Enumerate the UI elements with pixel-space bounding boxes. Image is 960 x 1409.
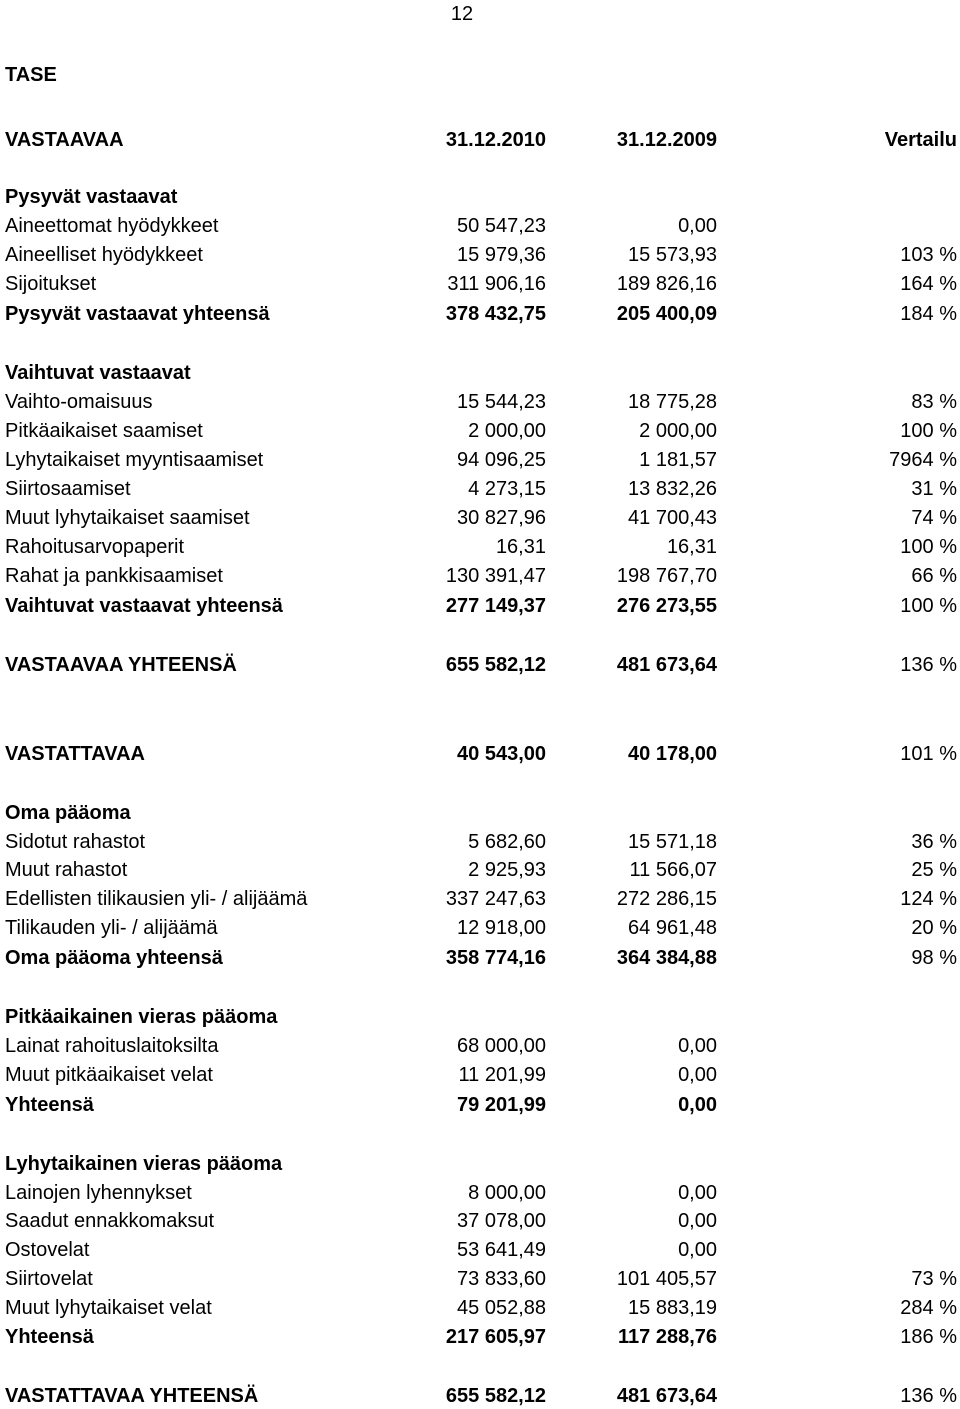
table-row xyxy=(0,1034,960,1058)
table-row xyxy=(0,653,960,677)
value-2010: 337 247,63 xyxy=(445,888,546,910)
table-row xyxy=(0,1238,960,1262)
value-2009: 276 273,55 xyxy=(616,595,717,617)
table-row xyxy=(0,243,960,267)
row-label: Oma pääoma xyxy=(5,802,131,824)
table-row xyxy=(0,1384,960,1408)
row-label: Muut pitkäaikaiset velat xyxy=(5,1064,213,1086)
value-2009: 117 288,76 xyxy=(618,1326,717,1348)
value-2010: 40 543,00 xyxy=(457,743,546,765)
comparison-percent: 136 % xyxy=(900,654,957,676)
row-label: Vaihtuvat vastaavat yhteensä xyxy=(5,595,283,617)
table-row xyxy=(0,946,960,970)
value-2010: 79 201,99 xyxy=(457,1094,546,1116)
comparison-percent: 124 % xyxy=(900,888,957,910)
table-row xyxy=(0,830,960,854)
comparison-percent: 73 % xyxy=(911,1268,957,1290)
comparison-percent: 136 % xyxy=(900,1385,957,1407)
row-label: Rahat ja pankkisaamiset xyxy=(5,565,223,587)
row-label: Muut lyhytaikaiset saamiset xyxy=(5,507,250,529)
comparison-percent: 184 % xyxy=(900,303,957,325)
comparison-percent: 66 % xyxy=(911,565,957,587)
value-2009: 1 181,57 xyxy=(639,449,717,471)
row-label: Sidotut rahastot xyxy=(5,831,146,853)
row-label: Muut rahastot xyxy=(5,859,128,881)
value-2009: 15 883,19 xyxy=(628,1297,717,1319)
value-2010: 45 052,88 xyxy=(457,1297,546,1319)
comparison-percent: 74 % xyxy=(911,507,957,529)
row-label: Lainojen lyhennykset xyxy=(5,1182,192,1204)
document-title: TASE xyxy=(5,64,57,86)
value-2009: 198 767,70 xyxy=(616,565,717,587)
value-2010: 53 641,49 xyxy=(457,1239,546,1261)
value-2010: 2 925,93 xyxy=(468,859,546,881)
row-label: Ostovelat xyxy=(5,1239,90,1261)
value-2010: 655 582,12 xyxy=(445,654,546,676)
comparison-percent: 186 % xyxy=(900,1326,957,1348)
value-2009: 205 400,09 xyxy=(616,303,717,325)
value-2010: 12 918,00 xyxy=(457,917,546,939)
row-label: Pysyvät vastaavat yhteensä xyxy=(5,303,270,325)
value-2010: 11 201,99 xyxy=(458,1064,546,1086)
row-label: VASTAAVAA YHTEENSÄ xyxy=(5,654,237,676)
header-year-2010: 31.12.2010 xyxy=(445,129,546,151)
row-label: Vaihto-omaisuus xyxy=(5,391,153,413)
row-label: Yhteensä xyxy=(5,1094,94,1116)
table-row xyxy=(0,535,960,559)
value-2010: 655 582,12 xyxy=(445,1385,546,1407)
comparison-percent: 83 % xyxy=(911,391,957,413)
row-label: Lainat rahoituslaitoksilta xyxy=(5,1035,219,1057)
value-2009: 18 775,28 xyxy=(628,391,717,413)
table-row xyxy=(0,1325,960,1349)
value-2010: 16,31 xyxy=(495,536,546,558)
value-2010: 277 149,37 xyxy=(445,595,546,617)
row-label: Saadut ennakkomaksut xyxy=(5,1210,215,1232)
comparison-percent: 98 % xyxy=(911,947,957,969)
value-2009: 64 961,48 xyxy=(628,917,717,939)
comparison-percent: 100 % xyxy=(900,420,957,442)
value-2010: 217 605,97 xyxy=(445,1326,546,1348)
comparison-percent: 36 % xyxy=(911,831,957,853)
row-label: Siirtosaamiset xyxy=(5,478,131,500)
table-row xyxy=(0,887,960,911)
table-row xyxy=(0,1063,960,1087)
row-label: Lyhytaikainen vieras pääoma xyxy=(5,1153,283,1175)
table-row xyxy=(0,564,960,588)
table-row xyxy=(0,419,960,443)
value-2009: 41 700,43 xyxy=(628,507,717,529)
row-label: Oma pääoma yhteensä xyxy=(5,947,223,969)
comparison-percent: 164 % xyxy=(900,273,957,295)
value-2010: 30 827,96 xyxy=(457,507,546,529)
value-2009: 481 673,64 xyxy=(616,1385,717,1407)
value-2010: 15 979,36 xyxy=(457,244,546,266)
value-2009: 2 000,00 xyxy=(639,420,717,442)
value-2009: 0,00 xyxy=(678,1239,717,1261)
comparison-percent: 31 % xyxy=(911,478,957,500)
row-label: Pitkäaikainen vieras pääoma xyxy=(5,1006,278,1028)
value-2009: 272 286,15 xyxy=(616,888,717,910)
comparison-percent: 20 % xyxy=(911,917,957,939)
value-2010: 73 833,60 xyxy=(457,1268,546,1290)
table-row xyxy=(0,361,960,385)
comparison-percent: 7964 % xyxy=(889,449,957,471)
table-row xyxy=(0,390,960,414)
table-row xyxy=(0,801,960,825)
value-2009: 0,00 xyxy=(678,1210,717,1232)
value-2010: 5 682,60 xyxy=(468,831,546,853)
value-2010: 50 547,23 xyxy=(457,215,546,237)
table-row xyxy=(0,506,960,530)
table-row xyxy=(0,1005,960,1029)
header-label: VASTAAVAA xyxy=(5,129,124,151)
value-2010: 8 000,00 xyxy=(468,1182,546,1204)
value-2009: 101 405,57 xyxy=(616,1268,717,1290)
header-comparison: Vertailu xyxy=(884,129,957,151)
value-2009: 40 178,00 xyxy=(628,743,717,765)
value-2009: 364 384,88 xyxy=(616,947,717,969)
value-2009: 0,00 xyxy=(678,1094,717,1116)
value-2010: 358 774,16 xyxy=(445,947,546,969)
value-2010: 130 391,47 xyxy=(445,565,546,587)
table-row xyxy=(0,1152,960,1176)
value-2009: 0,00 xyxy=(678,1064,717,1086)
row-label: Pitkäaikaiset saamiset xyxy=(5,420,203,442)
table-row xyxy=(0,448,960,472)
table-row xyxy=(0,272,960,296)
table-row xyxy=(0,1296,960,1320)
table-row xyxy=(0,1209,960,1233)
value-2009: 189 826,16 xyxy=(616,273,717,295)
table-row xyxy=(0,185,960,209)
value-2010: 378 432,75 xyxy=(445,303,546,325)
row-label: Siirtovelat xyxy=(5,1268,93,1290)
value-2009: 0,00 xyxy=(678,1035,717,1057)
value-2010: 68 000,00 xyxy=(457,1035,546,1057)
table-row xyxy=(0,214,960,238)
table-row xyxy=(0,1267,960,1291)
value-2010: 37 078,00 xyxy=(457,1210,546,1232)
table-row xyxy=(0,302,960,326)
column-header-row xyxy=(0,128,960,152)
value-2010: 2 000,00 xyxy=(468,420,546,442)
row-label: VASTATTAVAA xyxy=(5,743,145,765)
value-2009: 0,00 xyxy=(678,1182,717,1204)
value-2009: 481 673,64 xyxy=(616,654,717,676)
row-label: VASTATTAVAA YHTEENSÄ xyxy=(5,1385,259,1407)
table-row xyxy=(0,477,960,501)
row-label: Yhteensä xyxy=(5,1326,94,1348)
comparison-percent: 25 % xyxy=(911,859,957,881)
table-row xyxy=(0,742,960,766)
row-label: Vaihtuvat vastaavat xyxy=(5,362,191,384)
table-row xyxy=(0,1181,960,1205)
page-number: 12 xyxy=(450,3,474,25)
value-2010: 94 096,25 xyxy=(457,449,546,471)
value-2009: 0,00 xyxy=(678,215,717,237)
comparison-percent: 284 % xyxy=(900,1297,957,1319)
row-label: Muut lyhytaikaiset velat xyxy=(5,1297,212,1319)
row-label: Sijoitukset xyxy=(5,273,97,295)
value-2010: 4 273,15 xyxy=(468,478,546,500)
row-label: Pysyvät vastaavat xyxy=(5,186,178,208)
value-2010: 15 544,23 xyxy=(457,391,546,413)
table-row xyxy=(0,594,960,618)
row-label: Aineettomat hyödykkeet xyxy=(5,215,219,237)
row-label: Lyhytaikaiset myyntisaamiset xyxy=(5,449,264,471)
comparison-percent: 100 % xyxy=(900,536,957,558)
value-2009: 15 571,18 xyxy=(628,831,717,853)
value-2009: 13 832,26 xyxy=(628,478,717,500)
table-row xyxy=(0,1093,960,1117)
value-2009: 15 573,93 xyxy=(628,244,717,266)
value-2009: 16,31 xyxy=(666,536,717,558)
row-label: Rahoitusarvopaperit xyxy=(5,536,184,558)
comparison-percent: 103 % xyxy=(900,244,957,266)
comparison-percent: 101 % xyxy=(900,743,957,765)
table-row xyxy=(0,916,960,940)
table-row xyxy=(0,858,960,882)
row-label: Tilikauden yli- / alijäämä xyxy=(5,917,218,939)
value-2009: 11 566,07 xyxy=(629,859,717,881)
value-2010: 311 906,16 xyxy=(447,273,546,295)
row-label: Edellisten tilikausien yli- / alijäämä xyxy=(5,888,308,910)
header-year-2009: 31.12.2009 xyxy=(616,129,717,151)
row-label: Aineelliset hyödykkeet xyxy=(5,244,203,266)
comparison-percent: 100 % xyxy=(900,595,957,617)
